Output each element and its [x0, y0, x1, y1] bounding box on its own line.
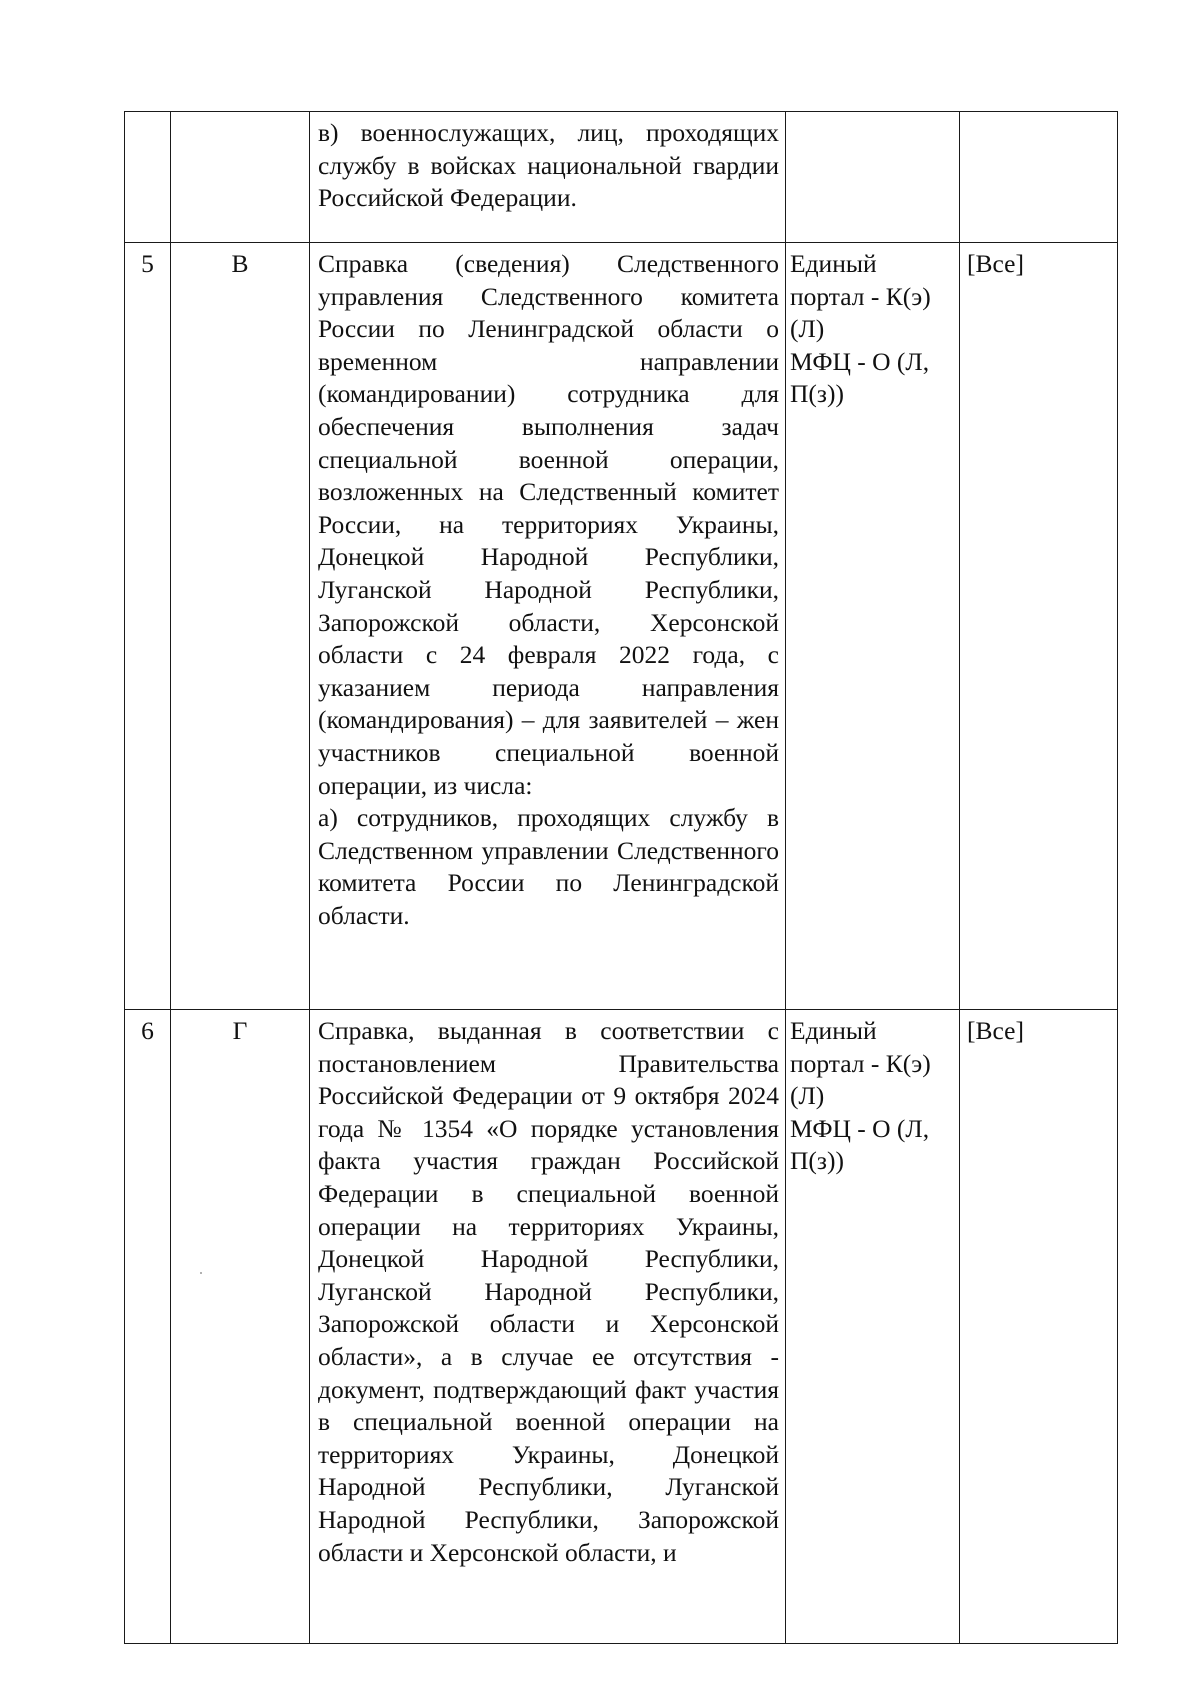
row-channels-cell — [786, 1010, 960, 1644]
row-channels-cell — [786, 243, 960, 1010]
channel-text: П(з)) — [790, 379, 844, 409]
row-description-cell — [310, 243, 786, 1010]
table-row — [125, 112, 1118, 243]
row-description-cell — [310, 112, 786, 243]
scan-speck — [200, 1272, 202, 1274]
row-categories-cell — [960, 112, 1118, 243]
channel-text: (Л) — [790, 314, 825, 344]
table-row — [125, 243, 1118, 1010]
channel-text: МФЦ - О (Л, — [790, 1113, 930, 1143]
channel-text: портал - К(э) — [790, 1048, 931, 1078]
table-row — [125, 1010, 1118, 1644]
channel-text: портал - К(э) — [790, 281, 931, 311]
description-text: в) военнослужащих, лиц, проходящих службу в войсках национальной гвардии Российской Федерации. — [318, 118, 779, 213]
channel-text: П(з)) — [790, 1146, 844, 1176]
services-table — [124, 111, 1118, 1644]
row-code-cell: Г — [171, 1010, 310, 1644]
channel-text: Единый — [790, 1016, 877, 1045]
channel-text: МФЦ - О (Л, — [790, 346, 930, 376]
row-code-cell — [171, 112, 310, 243]
channel-text: Единый — [790, 249, 877, 278]
channel-text: (Л) — [790, 1081, 825, 1111]
row-categories-cell: [Все] — [960, 1010, 1118, 1644]
row-number-cell: 5 — [125, 243, 171, 1010]
row-categories-cell: [Все] — [960, 243, 1118, 1010]
description-text: Справка, выданная в соответствии с постановлением Правительства Российской Федерации от 9 октября 2024 года № 1354 «О порядке установления факта участия граждан Российской Федерации в специальной военной операции на территориях Украины, Донецкой Народной Республики, Луганской Народной Республики, Запорожской области и Херсонской области», а в случае ее отсутствия - документ, подтверждающий факт участия в специальной военной операции на территориях Украины, Донецкой Народной Республики, Луганской Народной Республики, Запорожской области и Херсонской области, и — [318, 1016, 779, 1567]
row-channels-cell — [786, 112, 960, 243]
row-number-cell — [125, 112, 171, 243]
row-description-cell — [310, 1010, 786, 1644]
description-list-item: а) сотрудников, проходящих службу в Следственном управлении Следственного комитета России по Ленинградской области. — [318, 803, 779, 930]
row-code-cell: В — [171, 243, 310, 1010]
description-text: Справка (сведения) Следственного управления Следственного комитета России по Ленинградской области о временном направлении (командировании) сотрудника для обеспечения выполнения задач специальной военной операции, возложенных на Следственный комитет России, на территориях Украины, Донецкой Народной Республики, Луганской Народной Республики, Запорожской области, Херсонской области с 24 февраля 2022 года, с указанием периода направления (командирования) – для заявителей – жен участников специальной военной операции, из числа: — [318, 249, 779, 800]
row-number-cell: 6 — [125, 1010, 171, 1644]
